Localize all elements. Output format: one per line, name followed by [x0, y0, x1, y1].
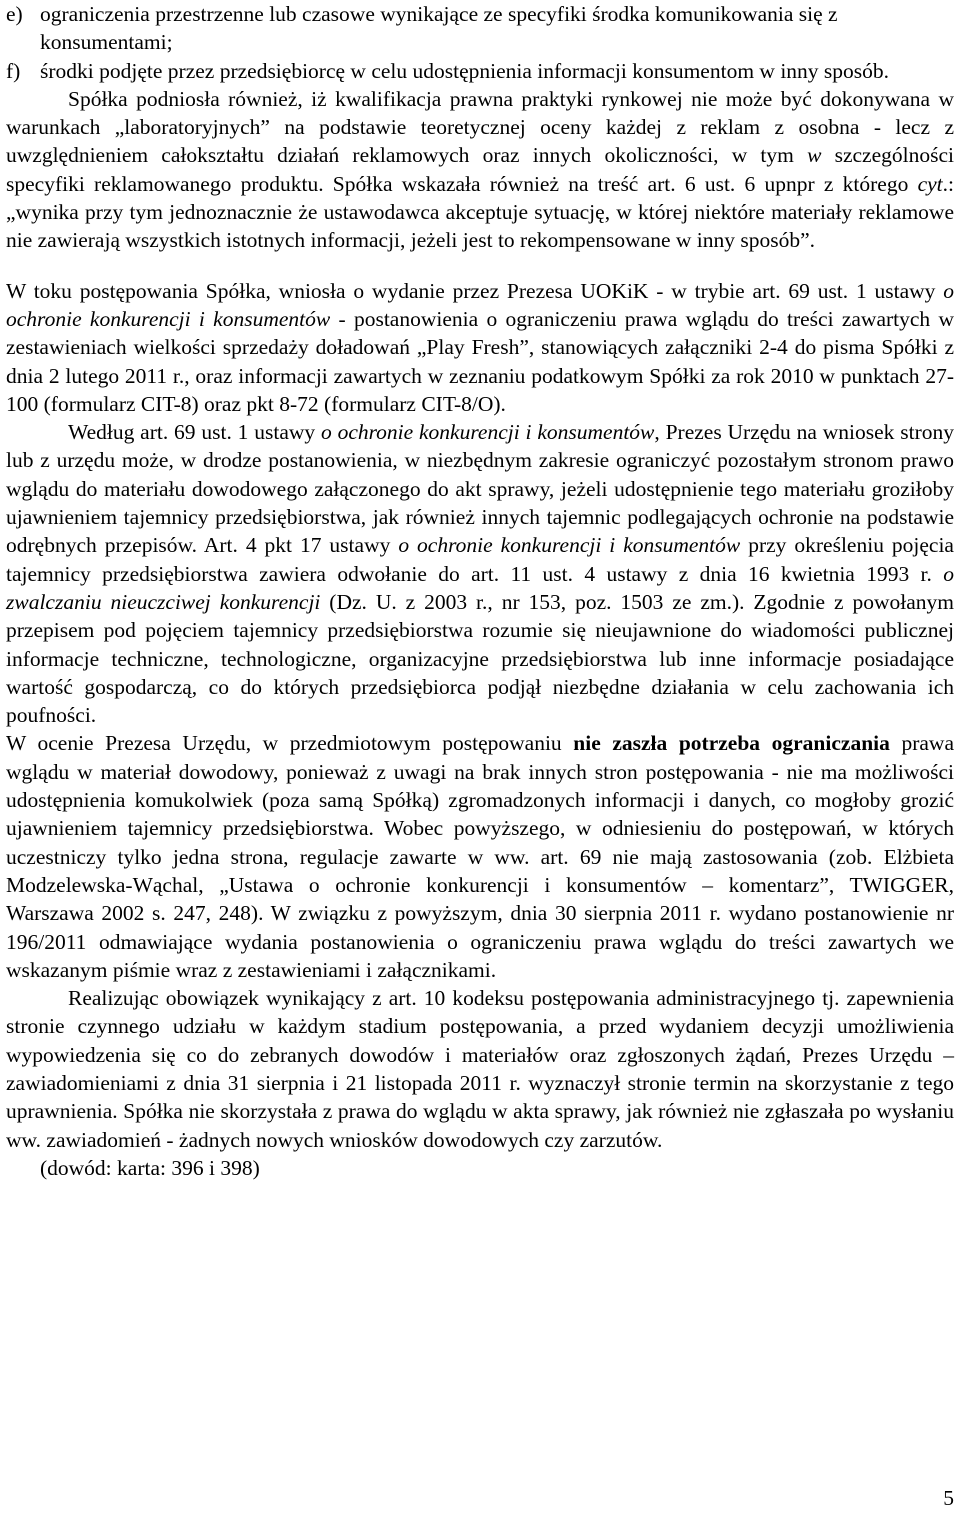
text-run: (Dz. U. z 2003 r., nr 153, poz. 1503 ze zm.). Zgodnie z powołanym przepisem pod pojęciem tajemnicy przedsiębiorstwa rozumie się nieujawnione do wiadomości publicznej informacje techniczne, technologiczne, organizacyjne przedsiębiorstwa lub inne informacje posiadające wartość gospodarczą, co do których przedsiębiorca podjął niezbędne działania w celu zachowania ich poufności. [6, 589, 954, 728]
page-number: 5 [943, 1486, 954, 1510]
paragraph-procedure: Realizując obowiązek wynikający z art. 10 kodeksu postępowania administracyjnego tj. zapewnienia stronie czynnego udziału w każdym stadium postępowania, a przed wydaniem decyzji umożliwienia wypowiedzenia się co do zebranych dowodów i materiałów oraz zgłoszonych żądań, Prezes Urzędu – zawiadomieniami z dnia 31 sierpnia i 21 listopada 2011 r. wyznaczył stronie termin na skorzystanie z tego uprawnienia. Spółka nie skorzystała z prawa do wglądu w akta sprawy, jak również nie zgłaszała po wysłaniu ww. zawiadomień - żadnych nowych wniosków dowodowych czy zarzutów. [6, 986, 954, 1152]
text-run: .: „wynika przy tym jednoznacznie że ustawodawca akceptuje sytuację, w której niektóre materiały reklamowe nie zawierają wszystkich istotnych informacji, jeżeli jest to rekompensowane w inny sposób”. [6, 171, 954, 253]
text-run: W ocenie Prezesa Urzędu, w przedmiotowym postępowaniu [6, 731, 574, 756]
document-page [6, 0, 954, 1182]
text-run: szczególności specyfiki reklamowanego produktu. Spółka wskazała również na treść art. 6 ust. 6 upnpr z którego [6, 143, 954, 196]
paragraph-company-argument [6, 85, 954, 255]
text-run: prawa wglądu w materiał dowodowy, ponieważ z uwagi na brak innych stron postępowania - nie ma możliwości udostępnienia komukolwiek (poza samą Spółką) zgromadzonych informacji i danych, co mogłoby grozić ujawnieniem tajemnicy przedsiębiorstwa. Wobec powyższego, w odniesieniu do postępowań, w których uczestniczy tylko jedna strona, regulacje zawarte w ww. art. 69 nie mają zastosowania (zob. Elżbieta Modzelewska-Wąchal, „Ustawa o ochronie konkurencji i konsumentów – komentarz”, TWIGGER, Warszawa 2002 s. 247, 248). W związku z powyższym, dnia 30 sierpnia 2011 r. wydano postanowienie nr 196/2011 odmawiające wydania postanowienia o ograniczeniu prawa wglądu do treści zawartych we wskazanym piśmie wraz z zestawieniami i załącznikami. [6, 731, 954, 982]
bold-run: nie zaszła potrzeba ograniczania [573, 731, 890, 756]
list-item-text: ograniczenia przestrzenne lub czasowe wynikające ze specyfiki środka komunikowania się z konsumentami; [40, 2, 838, 55]
text-run: Według art. 69 ust. 1 ustawy [68, 420, 321, 445]
evidence-reference: (dowód: karta: 396 i 398) [40, 1155, 260, 1180]
text-run: - postanowienia o ograniczeniu prawa wglądu do treści zawartych w zestawieniach wielkości sprzedaży doładowań „Play Fresh”, stanowiących załączniki 2-4 do pisma Spółki z dnia 2 lutego 2011 r., oraz informacji zawartych w zeznaniu podatkowym Spółki za rok 2010 w punktach 27-100 (formularz CIT-8) oraz pkt 8-72 (formularz CIT-8/O). [6, 306, 954, 416]
list-marker: e) [6, 2, 23, 26]
list-item [6, 57, 954, 85]
list-marker: f) [6, 58, 21, 83]
italic-run: w [807, 143, 822, 168]
text-run: W toku postępowania Spółka, wniosła o wydanie przez Prezesa UOKiK - w trybie art. 69 ust. 1 ustawy [6, 278, 944, 303]
italic-run: o ochronie konkurencji i konsumentów [398, 533, 741, 558]
italic-run: cyt [917, 171, 943, 196]
paragraph-legal-basis [6, 418, 954, 729]
italic-run: o ochronie konkurencji i konsumentów [6, 278, 954, 331]
list-item-text: środki podjęte przez przedsiębiorcę w celu udostępnienia informacji konsumentom w inny sposób. [40, 58, 890, 83]
italic-run: o zwalczaniu nieuczciwej konkurencji [6, 561, 954, 614]
text-run: przy określeniu pojęcia tajemnicy przedsiębiorstwa zawiera odwołanie do art. 11 ust. 4 ustawy z dnia 16 kwietnia 1993 r. [6, 533, 954, 586]
text-run: , Prezes Urzędu na wniosek strony lub z urzędu może, w drodze postanowienia, w niezbędnym zakresie ograniczyć pozostałym stronom prawo wglądu do materiału dowodowego załączonego do akt sprawy, jeżeli udostępnienie tego materiału groziłoby ujawnieniem tajemnicy przedsiębiorstwa, jak również innych tajemnic podlegających ochronie na podstawie odrębnych przepisów. Art. 4 pkt 17 ustawy [6, 420, 954, 558]
text-run: Spółka podniosła również, iż kwalifikacja prawna praktyki rynkowej nie może być dokonywana w warunkach „laboratoryjnych” na podstawie teoretycznej oceny każdej z reklam z osobna - lecz z uwzględnieniem całokształtu działań reklamowych oraz innych okoliczności, w tym [6, 86, 954, 168]
italic-run: o ochronie konkurencji i konsumentów [320, 420, 655, 445]
list-item [6, 0, 954, 57]
paragraph-access-request [6, 277, 954, 418]
paragraph-assessment [6, 729, 954, 984]
